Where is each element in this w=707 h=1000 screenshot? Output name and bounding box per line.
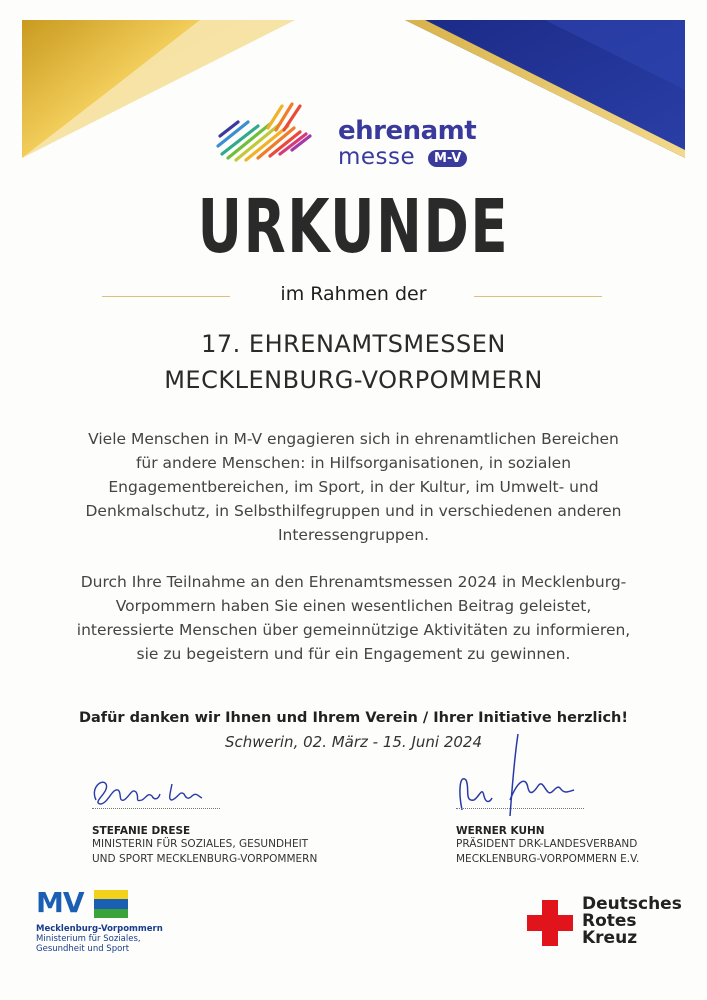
paragraph-line: Interessengruppen. <box>277 526 430 544</box>
drk-text <box>582 896 682 947</box>
place-date: Schwerin, 02. März - 15. Juni 2024 <box>224 733 483 751</box>
paragraph-line: für andere Menschen: in Hilfsorganisationen, in sozialen <box>135 454 572 472</box>
paragraph-line: sie zu begeistern und für ein Engagement zu gewinnen. <box>136 645 571 663</box>
paragraph-line: interessierte Menschen über gemeinnützige Aktivitäten zu informieren, <box>76 621 631 639</box>
paragraph-1 <box>60 427 647 547</box>
paragraph-line: Engagementbereichen, im Sport, in der Kultur, im Umwelt- und <box>108 478 599 496</box>
left-signatory-role <box>92 837 317 867</box>
paragraph-2 <box>60 570 647 666</box>
left-signatory-name: STEFANIE DRESE <box>92 825 191 837</box>
role-line: MECKLENBURG-VORPOMMERN E.V. <box>456 853 640 865</box>
role-line: MINISTERIN FÜR SOZIALES, GESUNDHEIT <box>92 838 309 850</box>
ehrenamtmesse-logo <box>214 100 484 170</box>
right-signatory-name: WERNER KUHN <box>456 825 545 837</box>
certificate-title: URKUNDE <box>197 184 510 270</box>
certificate-subtitle: im Rahmen der <box>280 283 427 305</box>
signature-drese <box>88 770 218 810</box>
role-line: UND SPORT MECKLENBURG-VORPOMMERN <box>92 853 318 865</box>
drk-text-line: Kreuz <box>582 928 638 948</box>
logo-badge: M-V <box>428 150 467 167</box>
colorful-stripes-icon <box>214 100 334 170</box>
logo-line2: messe <box>338 144 416 170</box>
signature-kuhn <box>452 730 592 820</box>
mv-flag-icon <box>94 890 128 918</box>
drk-text-line: Deutsches <box>582 894 682 914</box>
event-name <box>0 326 707 398</box>
paragraph-line: Durch Ihre Teilnahme an den Ehrenamtsmessen 2024 in Mecklenburg- <box>80 573 627 591</box>
right-signature-line <box>456 808 584 810</box>
event-line1: 17. EHRENAMTSMESSEN <box>201 330 506 358</box>
mv-text-line: Gesundheit und Sport <box>36 944 130 954</box>
mv-text-line: Mecklenburg-Vorpommern <box>36 924 163 934</box>
mv-mark: MV <box>36 886 84 919</box>
thanks-line: Dafür danken wir Ihnen und Ihrem Verein / Ihrer Initiative herzlich! <box>78 710 628 726</box>
left-signature-line <box>92 808 220 810</box>
mv-text-line: Ministerium für Soziales, <box>36 934 141 944</box>
red-cross-icon <box>527 900 573 946</box>
paragraph-line: Viele Menschen in M-V engagieren sich in ehrenamtlichen Bereichen <box>88 430 619 448</box>
mv-ministry-text <box>36 924 163 954</box>
drk-text-line: Rotes <box>582 911 637 931</box>
right-signatory-role <box>456 837 639 867</box>
paragraph-line: Vorpommern haben Sie einen wesentlichen Beitrag geleistet, <box>115 597 592 615</box>
paragraph-line: Denkmalschutz, in Selbsthilfegruppen und in verschiedenen anderen <box>85 502 622 520</box>
event-line2: MECKLENBURG-VORPOMMERN <box>164 366 543 394</box>
logo-line1: ehrenamt <box>338 116 477 146</box>
role-line: PRÄSIDENT DRK-LANDESVERBAND <box>456 838 638 850</box>
